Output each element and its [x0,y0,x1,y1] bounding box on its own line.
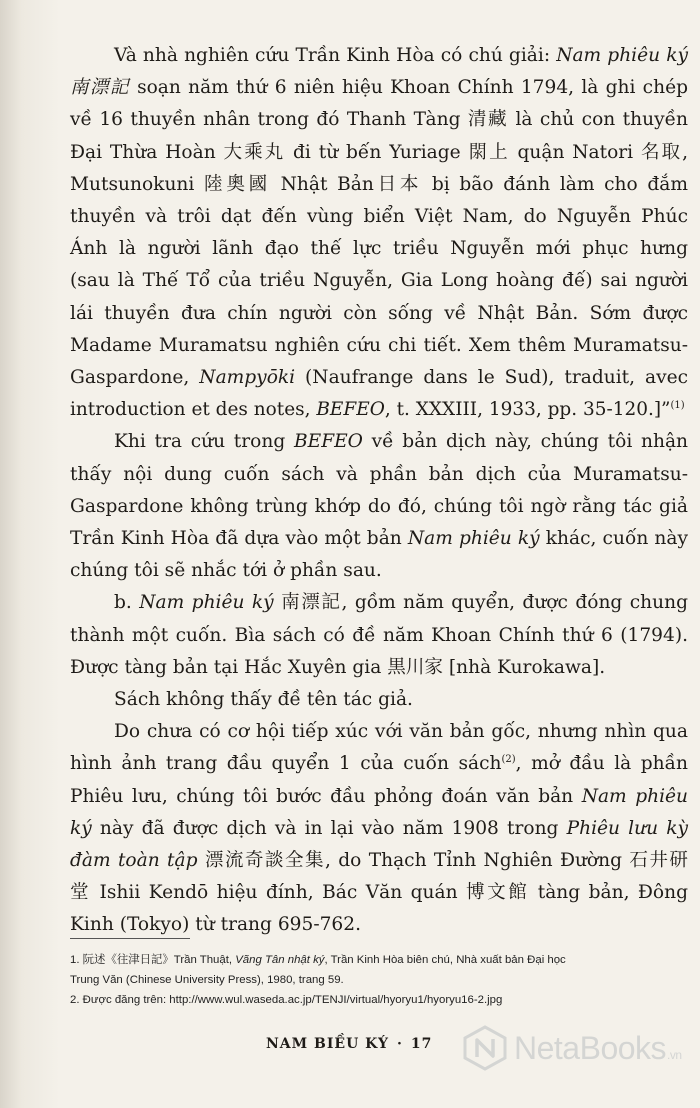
footer-book-title: NAM BIỀU KÝ [266,1036,389,1052]
text-line [70,845,688,877]
footnote [70,950,688,990]
footnote-ref: (2) [501,754,516,766]
text-run: Kinh (Tokyo) từ trang 695-762. [70,914,361,936]
watermark [462,1022,682,1074]
footnotes [70,950,688,1010]
text-run: Mutsunokuni 陸奧國 Nhật Bản日本 bị bão đánh làm cho đắm [70,173,688,195]
text-line [70,265,688,297]
footnote-line [70,950,688,970]
text-run: introduction et des notes, [70,399,317,421]
text-line [70,459,688,491]
text-line [70,523,688,555]
text-line [70,362,688,394]
text-run: Đại Thừa Hoàn 大乘丸 đi từ bến Yuriage 閖上 quận Natori 名取, [70,141,688,163]
text-line [70,781,688,813]
italic-text: BEFEO [316,399,385,421]
footnote-line [70,970,688,990]
paragraph [70,40,688,426]
text-line [70,491,688,523]
paragraph [70,716,688,941]
text-run: Gaspardone không trùng khớp do đó, chúng tôi ngờ rằng tác giả [70,495,688,517]
italic-text: Nam phiêu ký [556,45,688,66]
text-run: , Trần Kinh Hòa biên chú, Nhà xuất bản Đại học [324,954,566,966]
running-footer [266,1036,432,1052]
text-run: lái thuyền đưa chín người còn sống về Nhật Bản. Sớm được [70,302,688,324]
text-line [70,394,688,426]
paragraph [70,426,688,587]
italic-text: BEFEO [293,431,363,453]
text-run: Do chưa có cơ hội tiếp xúc với văn bản gốc, nhưng nhìn qua [114,721,688,743]
body-text [70,40,688,942]
text-run: Phiêu lưu, chúng tôi bước đầu phỏng đoán văn bản [70,785,582,807]
text-run: b. [114,592,140,614]
text-line [70,620,688,652]
text-line [70,877,688,909]
paragraph [70,684,688,716]
netabooks-logo-icon [462,1025,508,1071]
footnote-ref: (1) [670,400,685,412]
watermark-suffix: .vn [667,1047,682,1062]
text-run: Gaspardone, [70,367,200,389]
italic-text: Phiêu lưu kỳ [566,817,688,839]
text-run: về bản dịch này, chúng tôi nhận [362,431,688,453]
text-line [70,652,688,684]
footnote-divider [70,938,190,939]
text-line [70,40,688,72]
text-run: này đã được dịch và in lại vào năm 1908 trong [91,817,567,839]
text-line [70,716,688,748]
text-line [70,555,688,587]
paragraph [70,587,688,684]
text-run: Khi tra cứu trong [114,431,294,453]
text-run: Madame Muramatsu nghiên cứu chi tiết. Xem thêm Muramatsu- [70,334,688,356]
text-line [70,426,688,458]
text-run: , t. XXXIII, 1933, pp. 35-120.]” [384,399,671,421]
text-run: 1. 阮述《往津日記》Trần Thuật, [70,954,236,966]
page-number: 17 [410,1036,433,1052]
text-run: Được tàng bản tại Hắc Xuyên gia 黒川家 [nhà Kurokawa]. [70,656,606,678]
footer-separator: · [396,1036,403,1052]
text-run: chúng tôi sẽ nhắc tới ở phần sau. [70,560,382,582]
text-run: Và nhà nghiên cứu Trần Kinh Hòa có chú giải: [114,45,557,66]
text-run: thấy nội dung cuốn sách và phần bản dịch của Muramatsu- [70,463,688,485]
italic-text: Nam phiêu [581,785,688,807]
text-run: thành một cuốn. Bìa sách có đề năm Khoan Chính thứ 6 (1794). [70,624,688,646]
italic-text: Vãng Tân nhật ký [235,954,325,966]
italic-text: đàm toàn tập [70,850,198,872]
text-line [70,587,688,619]
text-run: (sau là Thế Tổ của triều Nguyễn, Gia Long hoàng đế) sai người [70,270,688,292]
text-line [70,201,688,233]
watermark-text [514,1030,682,1067]
text-run: khác, cuốn này [539,528,688,550]
italic-text: Nampyōki [199,367,296,389]
text-line [70,137,688,169]
text-run: 漂流奇談全集, do Thạch Tỉnh Nghiên Đường 石井研 [197,850,688,872]
text-run: 2. Được đăng trên: http://www.wul.waseda.ac.jp/TENJI/virtual/hyoryu1/hyoryu16-2.jpg [70,994,503,1006]
watermark-brand: NetaBooks [514,1029,667,1066]
text-run: hình ảnh trang đầu quyển 1 của cuốn sách [70,753,502,775]
text-run: , mở đầu là phần [515,753,688,775]
italic-text: Nam phiêu ký [139,592,274,614]
text-line [70,748,688,780]
text-run: Sách không thấy đề tên tác giả. [114,689,413,711]
text-line [70,169,688,201]
text-line [70,298,688,330]
footnote-line [70,990,688,1010]
text-run: Trần Kinh Hòa đã dựa vào một bản [70,528,408,550]
text-run: soạn năm thứ 6 niên hiệu Khoan Chính 1794, là ghi chép [129,77,688,99]
text-line [70,909,688,941]
text-line [70,684,688,716]
text-line [70,813,688,845]
text-line [70,104,688,136]
italic-text: Nam phiêu ký [407,528,540,550]
italic-text: 南漂記 [70,77,130,99]
text-line [70,233,688,265]
text-run: Trung Văn (Chinese University Press), 1980, trang 59. [70,974,344,986]
text-run: 南漂記, gồm năm quyển, được đóng chung [273,592,688,614]
text-line [70,330,688,362]
text-run: về 16 thuyền nhân trong đó Thanh Tàng 清藏 là chủ con thuyền [70,109,688,131]
text-run: (Naufrange dans le Sud), traduit, avec [295,367,688,389]
text-run: thuyền và trôi dạt đến vùng biển Việt Nam, do Nguyễn Phúc [70,206,688,228]
text-run: Ánh là người lãnh đạo thế lực triều Nguyễn mới phục hưng [70,238,688,260]
text-run: 堂 Ishii Kendō hiệu đính, Bác Văn quán 博文館 tàng bản, Đông [70,882,688,904]
footnote [70,990,688,1010]
text-line [70,72,688,104]
italic-text: ký [70,817,92,839]
